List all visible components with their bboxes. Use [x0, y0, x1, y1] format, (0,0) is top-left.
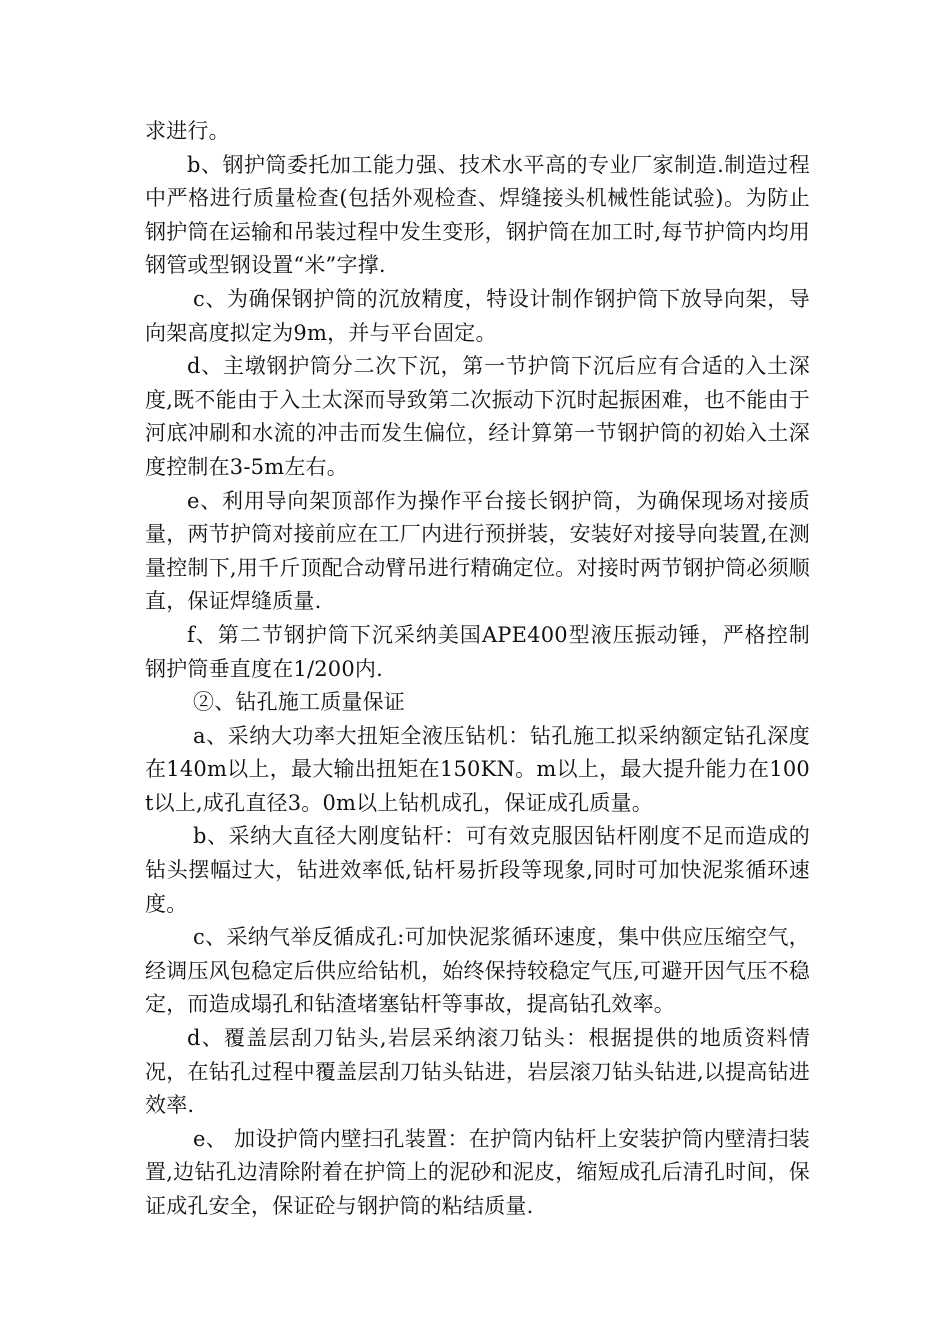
- paragraph-e-wall-sweeping-device: e、 加设护筒内壁扫孔装置：在护筒内钻杆上安装护筒内壁清扫装置,边钻孔边清除附着在护筒上的泥砂和泥皮，缩短成孔后清孔时间，保证成孔安全，保证砼与钢护筒的粘结质量.: [145, 1126, 810, 1218]
- paragraph-continuation: 求进行。: [145, 119, 230, 143]
- paragraph-b-steel-casing-manufacture: b、钢护筒委托加工能力强、技术水平高的专业厂家制造.制造过程中严格进行质量检查(包括外观检查、焊缝接头机械性能试验)。为防止钢护筒在运输和吊装过程中发生变形，钢护筒在加工时,每节护筒内均用钢管或型钢设置“米”字撑.: [145, 152, 810, 278]
- document-body: [145, 115, 810, 1224]
- paragraph-a-hydraulic-drill: a、采纳大功率大扭矩全液压钻机：钻孔施工拟采纳额定钻孔深度在140m以上，最大输出扭矩在150KN。m以上，最大提升能力在100t以上,成孔直径3。0m以上钻机成孔，保证成孔质量。: [145, 723, 810, 815]
- paragraph-c-reverse-circulation: c、采纳气举反循成孔:可加快泥浆循环速度，集中供应压缩空气，经调压风包稳定后供应给钻机，始终保持较稳定气压,可避开因气压不稳定，而造成塌孔和钻渣堵塞钻杆等事故，提高钻孔效率。: [145, 925, 810, 1017]
- paragraph-e-casing-splicing: e、利用导向架顶部作为操作平台接长钢护筒，为确保现场对接质量，两节护筒对接前应在工厂内进行预拼装，安装好对接导向装置,在测量控制下,用千斤顶配合动臂吊进行精确定位。对接时两节钢护筒必须顺直，保证焊缝质量.: [145, 488, 810, 614]
- section-heading-drilling-quality: ②、钻孔施工质量保证: [193, 690, 405, 715]
- paragraph-d-sinking-depth: d、主墩钢护筒分二次下沉，第一节护筒下沉后应有合适的入土深度,既不能由于入土太深而导致第二次振动下沉时起振困难，也不能由于河底冲刷和水流的冲击而发生偏位，经计算第一节钢护筒的初始入土深度控制在3-5m左右。: [145, 354, 810, 479]
- paragraph-f-vibratory-hammer: f、第二节钢护筒下沉采纳美国APE400型液压振动锤，严格控制钢护筒垂直度在1/200内.: [145, 622, 810, 681]
- paragraph-d-drill-bits: d、覆盖层刮刀钻头,岩层采纳滚刀钻头：根据提供的地质资料情况，在钻孔过程中覆盖层刮刀钻头钻进，岩层滚刀钻头钻进,以提高钻进效率.: [145, 1026, 810, 1118]
- paragraph-b-drill-rod: b、采纳大直径大刚度钻杆：可有效克服因钻杆刚度不足而造成的钻头摆幅过大，钻进效率低,钻杆易折段等现象,同时可加快泥浆循环速度。: [145, 824, 810, 916]
- paragraph-c-guide-frame: c、为确保钢护筒的沉放精度，特设计制作钢护筒下放导向架，导向架高度拟定为9m，并与平台固定。: [145, 286, 810, 345]
